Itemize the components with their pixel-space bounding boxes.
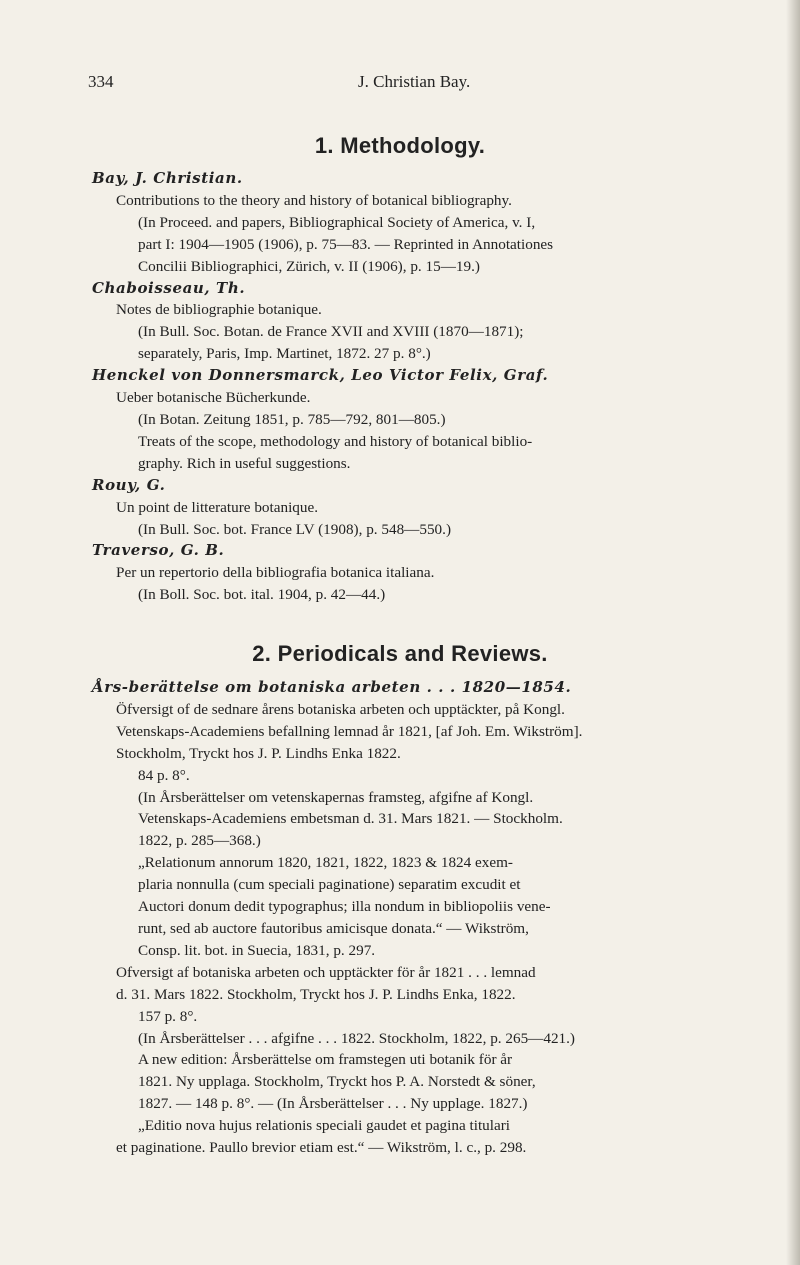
entry-line: Öfversigt of de sednare årens botaniska arbeten och upptäckter, på Kongl. <box>116 700 565 718</box>
entry-line: (In Bull. Soc. Botan. de France XVII and XVIII (1870—1871); <box>138 323 524 341</box>
entry-line: et paginatione. Paullo brevior etiam est.“ — Wikström, l. c., p. 298. <box>116 1139 527 1157</box>
running-title: J. Christian Bay. <box>358 72 471 91</box>
entry-line: part I: 1904—1905 (1906), p. 75—83. — Reprinted in Annotationes <box>138 235 554 253</box>
entry-line: 1827. — 148 p. 8°. — (In Årsberättelser . . . Ny upplage. 1827.) <box>138 1095 528 1113</box>
entry-line: Auctori donum dedit typographus; illa nondum in bibliopoliis vene- <box>138 898 551 916</box>
entry-line: Stockholm, Tryckt hos J. P. Lindhs Enka 1822. <box>116 744 401 762</box>
bibliography-entry-henckel <box>92 365 761 475</box>
entry-line: Consp. lit. bot. in Suecia, 1831, p. 297. <box>138 941 376 959</box>
entry-line: Per un repertorio della bibliografia botanica italiana. <box>116 564 435 582</box>
entry-line: graphy. Rich in useful suggestions. <box>138 454 351 472</box>
periodicals-entries <box>92 677 761 1159</box>
entry-title: Års-berättelse om botaniska arbeten . . . 1820—1854. <box>92 678 572 696</box>
entry-line: (In Botan. Zeitung 1851, p. 785—792, 801—805.) <box>138 410 446 428</box>
entry-line: Vetenskaps-Academiens embetsman d. 31. Mars 1821. — Stockholm. <box>138 810 563 828</box>
entry-line: (In Årsberättelser . . . afgifne . . . 1822. Stockholm, 1822, p. 265—421.) <box>138 1029 575 1047</box>
entry-line: 1821. Ny upplaga. Stockholm, Tryckt hos P. A. Norstedt & söner, <box>138 1073 536 1091</box>
entry-line: plaria nonnulla (cum speciali paginatione) separatim excudit et <box>138 876 521 894</box>
entry-author: Chaboisseau, Th. <box>92 278 246 297</box>
bibliography-entry-traverso <box>92 540 761 606</box>
methodology-entries <box>92 168 761 606</box>
entry-line: (In Proceed. and papers, Bibliographical Society of America, v. I, <box>138 213 536 231</box>
entry-line: Concilii Bibliographici, Zürich, v. II (1906), p. 15—19.) <box>138 257 480 275</box>
page-number: 334 <box>88 72 114 91</box>
entry-author: Henckel von Donnersmarck, Leo Victor Felix, Graf. <box>92 366 549 385</box>
entry-line: Un point de litterature botanique. <box>116 498 319 516</box>
entry-line: „Editio nova hujus relationis speciali gaudet et pagina titulari <box>138 1117 510 1135</box>
entry-line: Ofversigt af botaniska arbeten och upptäckter för år 1821 . . . lemnad <box>116 963 536 981</box>
entry-line: d. 31. Mars 1822. Stockholm, Tryckt hos J. P. Lindhs Enka, 1822. <box>116 985 516 1003</box>
entry-line: (In Årsberättelser om vetenskapernas framsteg, afgifne af Kongl. <box>138 788 534 806</box>
page-edge-shadow <box>786 0 800 1265</box>
section-heading-periodicals: 2. Periodicals and Reviews. <box>252 641 548 666</box>
entry-line: runt, sed ab auctore fautoribus amicisque donata.“ — Wikström, <box>138 919 529 937</box>
entry-line: „Relationum annorum 1820, 1821, 1822, 1823 & 1824 exem- <box>138 854 513 872</box>
entry-line: Vetenskaps-Academiens befallning lemnad år 1821, [af Joh. Em. Wikström]. <box>116 722 583 740</box>
entry-line: 1822, p. 285—368.) <box>138 832 261 850</box>
entry-line: 84 p. 8°. <box>138 766 190 784</box>
entry-line: 157 p. 8°. <box>138 1007 198 1025</box>
bibliography-entry-rouy <box>92 475 761 541</box>
entry-line: A new edition: Årsberättelse om framstegen uti botanik för år <box>138 1051 513 1069</box>
entry-line: (In Boll. Soc. bot. ital. 1904, p. 42—44.) <box>138 586 386 604</box>
entry-line: Ueber botanische Bücherkunde. <box>116 389 311 407</box>
bibliography-entry-bay <box>92 168 761 278</box>
entry-author: Traverso, G. B. <box>92 541 225 560</box>
entry-line: separately, Paris, Imp. Martinet, 1872. 27 p. 8°.) <box>138 345 431 363</box>
entry-line: Contributions to the theory and history of botanical bibliography. <box>116 191 512 209</box>
entry-line: Notes de bibliographie botanique. <box>116 301 322 319</box>
entry-line: (In Bull. Soc. bot. France LV (1908), p. 548—550.) <box>138 520 452 538</box>
entry-author: Bay, J. Christian. <box>92 169 243 187</box>
bibliography-entry-chaboisseau <box>92 278 761 366</box>
section-heading-methodology: 1. Methodology. <box>314 133 486 158</box>
entry-author: Rouy, G. <box>92 475 166 494</box>
entry-line: Treats of the scope, methodology and history of botanical biblio- <box>138 432 533 450</box>
running-head <box>0 72 800 96</box>
bibliography-entry-arsberattelse <box>92 677 761 1159</box>
